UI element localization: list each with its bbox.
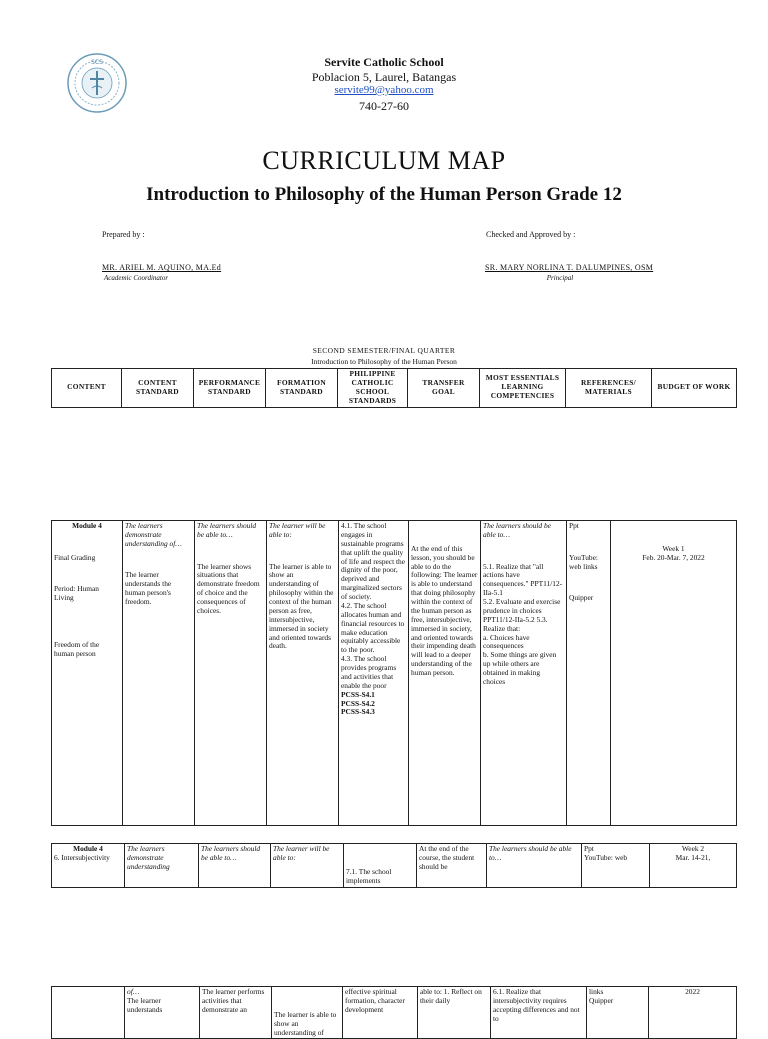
col-header-references: REFERENCES/ MATERIALS <box>566 369 652 408</box>
document-subtitle: Introduction to Philosophy of the Human Person Grade 12 <box>146 184 622 205</box>
cell-text: The learner understands <box>127 995 163 1014</box>
cell-text: b. Some things are given up while others are obtained in making choices <box>483 650 557 686</box>
cell-lead: The learners should be able to… <box>197 521 257 539</box>
pcss-code: PCSS-S4.3 <box>341 707 375 717</box>
col-header-budget: BUDGET OF WORK <box>652 369 737 408</box>
content-text: Final Grading <box>54 552 96 562</box>
prepared-by-label: Prepared by : <box>102 230 145 239</box>
cell-lead: The learners demonstrate understanding of… <box>125 521 182 548</box>
col-header-performance-standard: PERFORMANCE STANDARD <box>194 369 266 408</box>
content-text: Freedom of the human person <box>54 640 100 659</box>
content-cell <box>52 521 123 826</box>
col-header-melc: MOST ESSENTIALS LEARNING COMPETENCIES <box>480 369 566 408</box>
pcss-cell <box>339 521 409 826</box>
col-header-pcss: PHILIPPINE CATHOLIC SCHOOL STANDARDS <box>338 369 408 408</box>
cell-text: The learner shows situations that demonstrate freedom of choice and the consequences of choices. <box>197 561 260 615</box>
module-title: Module 4 <box>72 521 102 530</box>
cell-text: Ppt <box>569 521 579 530</box>
cell-text: Quipper <box>569 593 594 603</box>
references-cell <box>582 844 650 888</box>
logo-text: SCS <box>91 59 103 66</box>
cell-text: 5.2. Evaluate and exercise prudence in choices PPT11/12-IIa-5.2 5.3. Realize that: <box>483 597 561 633</box>
prepared-by-role: Academic Coordinator <box>104 274 169 282</box>
performance-standard-cell: The learners should be able to… <box>199 844 271 888</box>
performance-standard-cell <box>195 521 267 826</box>
content-cell <box>52 844 125 888</box>
checked-by-label: Checked and Approved by : <box>486 230 576 239</box>
checked-by-role: Principal <box>546 274 574 282</box>
section-course: Introduction to Philosophy of the Human Person <box>311 357 457 366</box>
cell-text: Feb. 20-Mar. 7, 2022 <box>642 552 705 562</box>
module6-table-top <box>51 843 737 888</box>
pcss-code: PCSS-S4.2 <box>341 698 375 708</box>
content-text: 6. Intersubjectivity <box>54 852 110 862</box>
cell-text: YouTube: web <box>584 852 628 862</box>
content-cell <box>52 987 125 1039</box>
content-standard-cell: The learners demonstrate understanding <box>125 844 199 888</box>
cell-text: The learner understands the human person's freedom. <box>125 570 172 607</box>
school-email-link[interactable]: servite99@yahoo.com <box>334 84 434 96</box>
cell-text: 4.2. The school allocates human and financial resources to make education equitably accessible to the poor. <box>341 600 405 655</box>
table-row <box>52 844 737 888</box>
cell-text: YouTube: web links <box>569 552 598 571</box>
school-address: Poblacion 5, Laurel, Batangas <box>311 70 457 84</box>
cell-text: links <box>589 987 604 996</box>
melc-cell <box>481 521 567 826</box>
transfer-goal-cell: At the end of the course, the student should be <box>417 844 487 888</box>
formation-standard-cell <box>272 987 343 1039</box>
checked-by-name: SR. MARY NORLINA T. DALUMPINES, OSM <box>485 263 654 272</box>
references-cell <box>587 987 649 1039</box>
curriculum-header-table <box>51 368 737 408</box>
budget-cell <box>650 844 737 888</box>
cell-text: Mar. 14-21, <box>675 852 711 862</box>
cell-text: Quipper <box>589 995 614 1005</box>
references-cell <box>567 521 611 826</box>
cell-text: The learner is able to show an understanding of philosophy within the context of the human person as free, intersubjective, immersed in society and oriented towards death. <box>269 561 334 651</box>
module6-table-bottom <box>51 986 737 1039</box>
col-header-transfer-goal: TRANSFER GOAL <box>408 369 480 408</box>
melc-cell: 6.1. Realize that intersubjectivity requires accepting differences and not to <box>491 987 587 1039</box>
cell-text: 5.1. Realize that "all actions have consequences." PPT11/12-IIa-5.1 <box>483 561 563 598</box>
pcss-cell <box>344 844 417 888</box>
col-header-content-standard: CONTENT STANDARD <box>122 369 194 408</box>
cell-lead: The learners should be able to… <box>483 521 551 539</box>
prepared-by-name: MR. ARIEL M. AQUINO, MA.Ed <box>102 263 222 272</box>
content-standard-cell <box>125 987 200 1039</box>
cell-text: Ppt <box>584 844 594 853</box>
formation-standard-cell: The learner will be able to: <box>271 844 344 888</box>
content-standard-cell <box>123 521 195 826</box>
cell-text: The learner is able to show an understanding of <box>274 1009 337 1037</box>
melc-cell: The learners should be able to… <box>487 844 582 888</box>
content-text: Period: Human Living <box>54 584 99 603</box>
module-title: Module 4 <box>73 844 103 853</box>
cell-text: At the end of this lesson, you should be able to do the following: The learner is able to understand that doing philosophy within the context of the human person as free, intersubjective, immersed in society, and oriented towards their impending death will lead to a deeper understanding of the human person. <box>411 543 478 678</box>
table-row <box>52 521 737 826</box>
budget-cell: 2022 <box>649 987 737 1039</box>
cell-text: Week 2 <box>681 844 705 853</box>
cell-lead: The learner will be able to: <box>269 521 326 539</box>
performance-standard-cell: The learner performs activities that demonstrate an <box>200 987 272 1039</box>
cell-lead: of… <box>127 987 140 996</box>
document-title: CURRICULUM MAP <box>262 146 506 175</box>
section-semester: SECOND SEMESTER/FINAL QUARTER <box>312 346 456 355</box>
col-header-formation-standard: FORMATION STANDARD <box>266 369 338 408</box>
formation-standard-cell <box>267 521 339 826</box>
school-phone: 740-27-60 <box>359 99 409 113</box>
cell-text: 7.1. The school implements <box>346 866 392 885</box>
school-name: Servite Catholic School <box>324 55 444 69</box>
cell-text: Week 1 <box>662 543 685 553</box>
budget-cell <box>611 521 737 826</box>
transfer-goal-cell: able to: 1. Reflect on their daily <box>418 987 491 1039</box>
cell-text: 4.1. The school engages in sustainable programs that uplift the quality of life and respect the dignity of the poor, deprived and marginalized sectors of society. <box>341 521 406 601</box>
pcss-cell: effective spiritual formation, character development <box>343 987 418 1039</box>
table-row <box>52 987 737 1039</box>
cell-text: 4.3. The school provides programs and activities that enable the poor <box>341 654 397 690</box>
transfer-goal-cell <box>409 521 481 826</box>
module4-table <box>51 520 737 826</box>
col-header-content: CONTENT <box>52 369 122 408</box>
cell-text: a. Choices have consequences <box>483 632 530 651</box>
pcss-code: PCSS-S4.1 <box>341 689 375 699</box>
